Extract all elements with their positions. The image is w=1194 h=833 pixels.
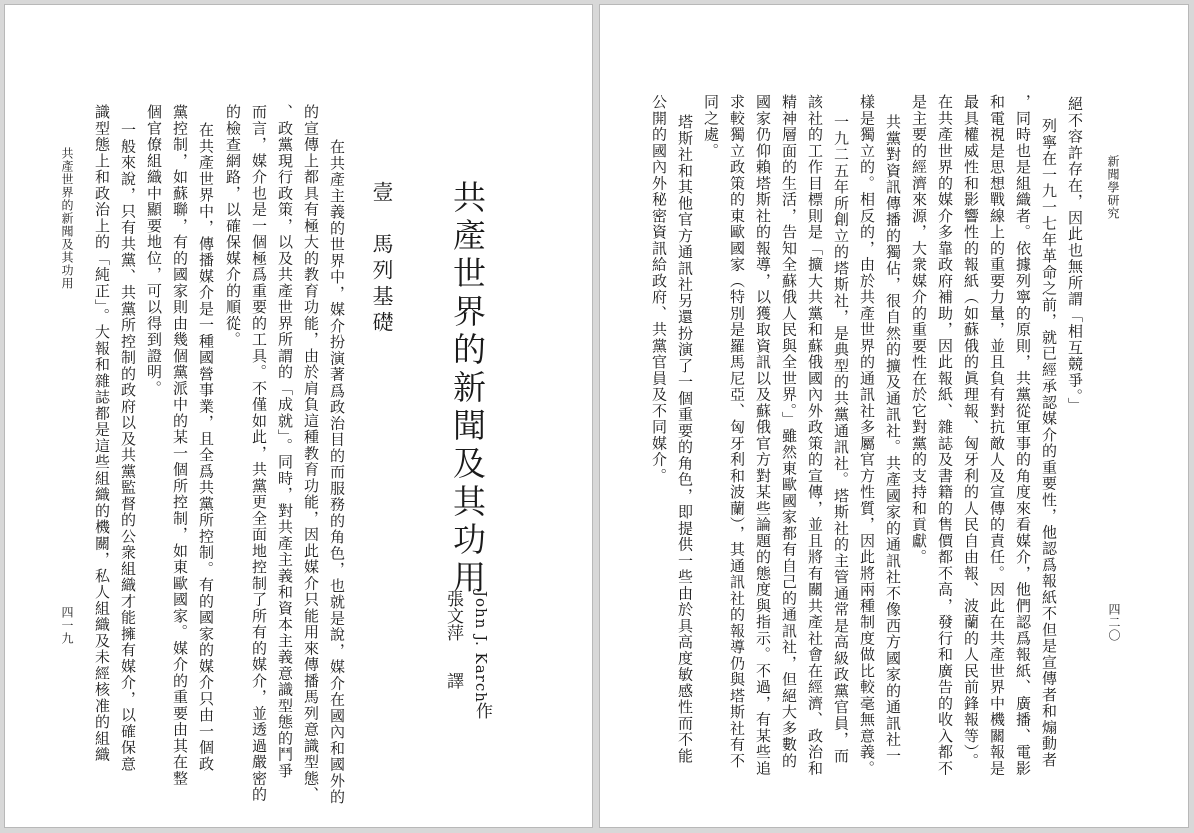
body-column: 精神層面的生活，告知全蘇俄人民與全世界。」雖然東歐國家都有自己的通訊社，但絕大多數的 — [780, 94, 798, 769]
body-column: 在共產世界的媒介多靠政府補助，因此報紙、雜誌及書籍的售價都不高，發行和廣告的收入都不 — [936, 94, 954, 777]
body-column: 在共產世界中，傳播媒介是一種國營事業，且全爲共黨所控制。有的國家的媒介只由一個政 — [197, 122, 215, 772]
left-page — [4, 4, 593, 828]
running-head: 新聞學研究 — [1106, 155, 1120, 220]
body-column: 是主要的經濟來源，大衆媒介的重要性在於它對黨的支持和貢獻。 — [910, 94, 928, 566]
section-heading: 壹 馬列基礎 — [370, 181, 394, 337]
body-column: 的檢查網路，以確保媒介的順從。 — [224, 104, 242, 348]
body-column: 共黨對資訊傳播的獨佔，很自然的擴及通訊社。共產國家的通訊社不像西方國家的通訊社一 — [884, 114, 902, 764]
body-column: 在共產主義的世界中，媒介扮演著爲政治目的而服務的角色，也就是說，媒介在國內和國外的 — [328, 139, 346, 806]
body-column: 個官僚組織中顯要地位，可以得到證明。 — [145, 104, 163, 397]
body-column: 同之處。 — [702, 94, 720, 159]
running-head: 共產世界的新聞及其功用 — [60, 147, 74, 290]
body-column: 一般來說，只有共黨、共黨所控制的政府以及共黨監督的公衆組織才能擁有媒介，以確保意 — [119, 122, 137, 772]
body-column: 該社的工作目標則是「擴大共黨和蘇俄國內外政策的宣傳，並且將有關共產社會在經濟、政治和 — [806, 94, 824, 777]
body-column: 的宣傳上都具有極大的教育功能，由於肩負這種教育功能，因此媒介只能用來傳播馬列意識型態、 — [302, 104, 320, 803]
page-number: 四二〇 — [1107, 603, 1121, 642]
translator-suffix: 譯 — [443, 672, 463, 689]
body-column: 列寧在一九一七年革命之前，就已經承認媒介的重要性，他認爲報紙不但是宣傳者和煽動者 — [1040, 118, 1058, 768]
body-column: 最具權威性和影響性的報紙（如蘇俄的眞理報、匈牙利的人民自由報、波蘭的人民前鋒報等）。 — [962, 94, 980, 769]
translator-name: 張文萍 — [443, 590, 463, 641]
page-number: 四一九 — [60, 606, 74, 645]
body-column: 塔斯社和其他官方通訊社另還扮演了一個重要的角色，即提供一些由於具高度敏感性而不能 — [676, 114, 694, 764]
right-page — [599, 4, 1189, 828]
body-column: 國家仍仰賴塔斯社的報導，以獲取資訊以及蘇俄官方對某些論題的態度與指示。不過，有某些追 — [754, 94, 772, 777]
body-column: 而言，媒介也是一個極爲重要的工具。不僅如此，共黨更全面地控制了所有的媒介，並透過嚴密的 — [250, 104, 268, 803]
body-column: 識型態上和政治上的「純正」。大報和雜誌都是這些組織的機關，私人組織及未經核准的組織 — [93, 104, 111, 763]
body-column: 、政黨現行政策，以及共產世界所謂的「成就」。同時，對共產主義和資本主義意識型態的鬥爭 — [276, 104, 294, 779]
body-column: 公開的國內外秘密資訊給政府、共黨官員及不同媒介。 — [650, 94, 668, 484]
body-column: 樣是獨立的。相反的，由於共產世界的通訊社多屬官方性質，因此將兩種制度做比較毫無意義。 — [858, 94, 876, 777]
body-column: 絕不容許存在，因此也無所謂「相互競爭。」 — [1066, 96, 1084, 414]
body-column: ，同時也是組織者。依據列寧的原則，共黨從軍事的角度來看媒介，他們認爲報紙、廣播、電影 — [1014, 94, 1032, 777]
author-name: John J. Karch — [472, 591, 490, 703]
body-column: 黨控制，如蘇聯，有的國家則由幾個黨派中的某一個所控制，如東歐國家。媒介的重要由其在整 — [171, 104, 189, 787]
author-suffix: 作 — [472, 702, 492, 719]
body-column: 和電視是思想戰線上的重要力量，並且負有對抗敵人及宣傳的責任。因此在共產世界中機關報是 — [988, 94, 1006, 777]
body-column: 求較獨立政策的東歐國家（特別是羅馬尼亞、匈牙利和波蘭），其通訊社的報導仍與塔斯社有不 — [728, 94, 746, 769]
body-column: 一九二五年所創立的塔斯社，是典型的共黨通訊社。塔斯社的主管通常是高級政黨官員，而 — [832, 114, 850, 764]
article-title: 共產世界的新聞及其功用 — [448, 180, 487, 598]
